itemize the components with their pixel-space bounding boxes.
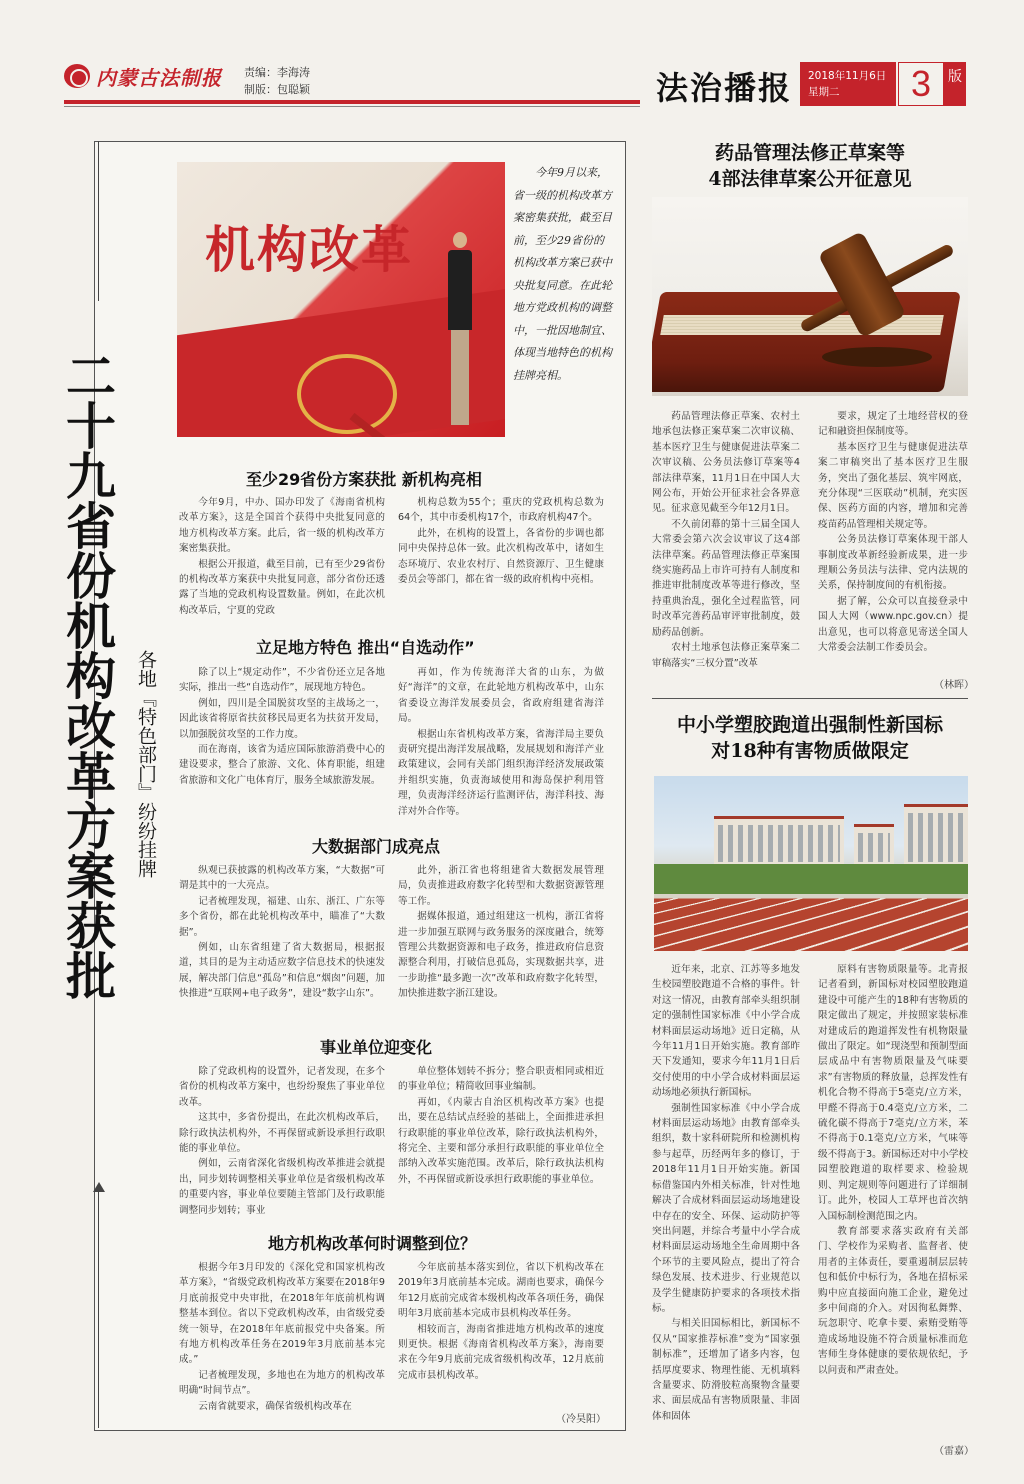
article-column bbox=[818, 409, 968, 656]
paragraph: 机构总数为55个；重庆的党政机构总数为64个，其中市委机构17个，市政府机构47个。 bbox=[398, 497, 604, 524]
gutter-line bbox=[98, 1188, 99, 1428]
gavel-photo bbox=[652, 197, 968, 396]
section-column bbox=[398, 863, 604, 1002]
newspaper-logo bbox=[64, 62, 234, 90]
date-box bbox=[800, 62, 896, 106]
masthead-grey-rule bbox=[64, 106, 640, 107]
photo-title: 机构改革 bbox=[205, 221, 413, 279]
page-suffix: 版 bbox=[944, 62, 966, 106]
paragraph: 云南省就要求，确保省级机构改革在 bbox=[198, 1400, 352, 1412]
paragraph: 除了以上“规定动作”，不少省份还立足各地实际，推出一些“自选动作”，展现地方特色。 bbox=[179, 667, 385, 694]
paragraph: 根据山东省机构改革方案，省海洋局主要负责研究提出海洋发展战略，发展规划和海洋产业政策建议，会同有关部门组织海洋经济发展政策并组织实施，负责海域使用和海岛保护利用管理，负责海洋经济运行监测评估，海洋科技、海洋对外合作等。 bbox=[398, 728, 604, 817]
paragraph: 基本医疗卫生与健康促进法草案二审稿突出了基本医疗卫生服务，突出了强化基层、筑牢网底，充分体现“三医联动”机制，充实医保、医药方面的内容，增加和完善疫苗药品管理相关规定等。 bbox=[818, 441, 968, 530]
article-column bbox=[652, 409, 800, 671]
section-heading: 大数据部门成亮点 bbox=[312, 837, 441, 856]
paragraph: 除了党政机构的设置外，记者发现，在多个省份的机构改革方案中，也纷纷聚焦了事业单位改革。 bbox=[179, 1066, 385, 1108]
plastic-track bbox=[654, 898, 968, 951]
arrow-up-icon bbox=[93, 1182, 105, 1192]
paragraph: 相较而言，海南省推进地方机构改革的速度则更快。根据《海南省机构改革方案》，海南要求在今年9月底前完成省级机构改革，12月底前完成市县机构改革。 bbox=[398, 1323, 604, 1381]
headline-line: 4部法律草案公开征意见 bbox=[708, 168, 912, 190]
paragraph: 据了解，公众可以直接登录中国人大网（www.npc.gov.cn）提出意见，也可以将意见寄送全国人大常委会法制工作委员会。 bbox=[818, 595, 968, 654]
paragraph: 记者梳理发现，福建、山东、浙江、广东等多个省份，都在此轮机构改革中，瞄准了“大数据”。 bbox=[179, 895, 385, 938]
feature-photo bbox=[177, 162, 505, 437]
paragraph: 今年底前基本落实到位，省以下机构改革在2019年3月底前基本完成。湖南也要求，确保今年12月底前完成省本级机构改革各项任务，确保明年3月底前基本完成市县机构改革任务。 bbox=[398, 1262, 604, 1320]
paragraph: 要求，规定了土地经营权的登记和融资担保制度等。 bbox=[818, 411, 968, 438]
paragraph: 单位整体划转不拆分；整合职责相同或相近的事业单位；精简收回事业编制。 bbox=[398, 1066, 604, 1093]
editor-line: 责编：李海涛 bbox=[244, 66, 310, 79]
school-building bbox=[904, 804, 968, 866]
paragraph: 原料有害物质限量等。北青报记者看到，新国标对校园塑胶跑道建设中可能产生的18种有害物质的限定做出了规定，并按照家装标准对建成后的跑道挥发性有机物限量做出了限定。如“现浇型和预制型面层成品中有害物质限量及气味要求”有害物质的释放量，总挥发性有机化合物不得高于5毫克/立方米，甲醛不得高于0.4毫克/立方米，二硫化碳不得高于7毫克/立方米，苯不得高于0.1毫克/立方米，气味等级不得高于3。新国标还对中小学校园塑胶跑道的取样要求、检验规则、判定规则等问题进行了详细制订。此外，校园人工草坪也首次纳入国标制检测范围之内。 bbox=[818, 964, 969, 1222]
divider bbox=[652, 698, 968, 699]
businessman-figure bbox=[443, 232, 477, 427]
byline: （林晖） bbox=[934, 680, 974, 691]
paragraph: 再如，作为传统海洋大省的山东，为做好“海洋”的文章，在此轮地方机构改革中，山东省委设立海洋发展委员会，省政府组建省海洋局。 bbox=[398, 667, 604, 725]
section-column bbox=[179, 495, 385, 618]
feature-subhead: 各地『特色部门』纷纷挂牌 bbox=[135, 650, 157, 878]
section-column bbox=[398, 1260, 604, 1383]
section-heading: 立足地方特色 推出“自选动作” bbox=[256, 638, 475, 657]
paragraph: 不久前闭幕的第十三届全国人大常委会第六次会议审议了这4部法律草案。药品管理法修正草案围绕实施药品上市许可持有人制度和推进审批制度改革等进行修改，坚持重典治乱，强化全过程监管，同时改革完善药品审评审批制度，鼓励药品创新。 bbox=[652, 518, 800, 638]
school-building bbox=[854, 824, 894, 866]
grass-field bbox=[654, 864, 968, 894]
paragraph: 强制性国家标准《中小学合成材料面层运动场地》由教育部牵头组织，数十家科研院所和检测机构参与起草，历经两年多的修订，于2018年11月1日开始实施。新国标借鉴国内外相关标准，针对性地解决了合成材料面层运动场地建设中存在的安全、环保、运动防护等突出问题，并综合考量中小学合成材料面层运动场地全生命周期中各个环节的主要风险点，提出了符合绿色发展、技术进步、行业规范以及学生健康防护要求的各项技术指标。 bbox=[652, 1102, 800, 1314]
paragraph: 纵观已获披露的机构改革方案，“大数据”可谓是其中的一大亮点。 bbox=[179, 865, 385, 892]
paragraph: 近年来，北京、江苏等多地发生校园塑胶跑道不合格的事件。针对这一情况，由教育部牵头组织制定的强制性国家标准《中小学合成材料面层运动场地》近日定稿，从今年11月1日开始实施。教育部昨天下发通知，要求今年11月1日后交付使用的中小学合成材料面层运动场地必须执行新国标。 bbox=[652, 964, 800, 1099]
feature-intro bbox=[513, 162, 613, 387]
section-column bbox=[179, 1064, 385, 1218]
law-book bbox=[652, 292, 961, 392]
article-headline bbox=[652, 140, 968, 192]
logo-text: 内蒙古法制报 bbox=[96, 65, 222, 90]
section-column bbox=[398, 495, 604, 587]
page-number: 3 bbox=[898, 62, 944, 106]
issue-weekday: 星期二 bbox=[808, 86, 840, 98]
paragraph: 据媒体报道，通过组建这一机构，浙江省将进一步加强互联网与政务服务的深度融合，统筹管理公共数据资源和电子政务，推进政府信息资源整合利用，打破信息孤岛，实现数据共享，进一步助推“最多跑一次”改革和政府数字化转型，加快推进数字浙江建设。 bbox=[398, 911, 604, 1000]
section-title: 法治播报 bbox=[656, 69, 793, 107]
logo-emblem-icon bbox=[64, 64, 90, 88]
national-emblem-icon bbox=[297, 354, 397, 434]
paragraph: 药品管理法修正草案、农村土地承包法修正案草案二次审议稿、基本医疗卫生与健康促进法草案二次审议稿、公务员法修订草案等4部法律草案，11月1日在中国人大网公布，开始公开征求社会各界意见。征求意见截至今年12月1日。 bbox=[652, 411, 800, 515]
masthead bbox=[0, 0, 1024, 118]
paragraph: 再如，《内蒙古自治区机构改革方案》也提出，要在总结试点经验的基础上，全面推进承担行政职能的事业单位改革，除行政执法机构外，将完全、主要和部分承担行政职能的事业单位全部纳入改革实施范围。改革后，除行政执法机构外，不再保留或新设承担行政职能的事业单位。 bbox=[398, 1096, 604, 1185]
paragraph: 例如，山东省组建了省大数据局，根据报道，其目的是为主动适应数字信息技术的快速发展，解决部门信息“孤岛”和信息“烟囱”问题，加快推进“互联网+电子政务”，建设“数字山东”。 bbox=[179, 942, 385, 1000]
byline: （冷昊阳） bbox=[556, 1414, 606, 1425]
paragraph: 例如，四川是全国脱贫攻坚的主战场之一，因此该省将原省扶贫移民局更名为扶贫开发局，以加强脱贫攻坚的工作力度。 bbox=[179, 697, 385, 740]
paragraph: 此外，浙江省也将组建省大数据发展管理局，负责推进政府数字化转型和大数据资源管理等工作。 bbox=[398, 865, 604, 907]
gavel-base bbox=[822, 347, 932, 367]
section-column bbox=[398, 665, 604, 819]
masthead-red-rule bbox=[64, 100, 640, 104]
paragraph: 农村土地承包法修正案草案二审稿落实“三权分置”改革 bbox=[652, 642, 800, 669]
byline: （雷嘉） bbox=[934, 1446, 974, 1457]
paragraph: 根据公开报道，截至目前，已有至少29省份的机构改革方案获中央批复同意，部分省份还透露了当地的党政机构设置数量。例如，在此次机构改革后，宁夏的党政 bbox=[179, 558, 385, 616]
headline-line: 中小学塑胶跑道出强制性新国标 bbox=[676, 714, 943, 736]
headline-line: 药品管理法修正草案等 bbox=[714, 142, 905, 164]
paragraph: 此外，在机构的设置上，各省份的步调也都同中央保持总体一致。此次机构改革中，诸如生态环境厅、农业农村厅、自然资源厅、卫生健康委员会等部门，都在省一级的政府机构中亮相。 bbox=[398, 527, 604, 586]
school-building bbox=[714, 816, 844, 866]
section-heading: 至少29省份方案获批 新机构亮相 bbox=[246, 470, 482, 489]
running-track-photo bbox=[654, 776, 968, 951]
paragraph: 今年9月，中办、国办印发了《海南省机构改革方案》，这是全国首个获得中央批复同意的地方机构改革方案。此后，省一级的机构改革方案密集获批。 bbox=[179, 497, 385, 555]
paragraph: 记者梳理发现，多地也在为地方的机构改革明确“时间节点”。 bbox=[179, 1369, 385, 1397]
intro-text: 今年9月以来，省一级的机构改革方案密集获批，截至目前，至少29省份的机构改革方案已获中央批复同意。在此轮地方党政机构的调整中，一批因地制宜、体现当地特色的机构挂牌亮相。 bbox=[513, 166, 612, 382]
issue-date: 2018年11月6日 bbox=[808, 70, 887, 82]
article-column bbox=[652, 962, 800, 1424]
feature-headline: 二十九省份机构改革方案获批 bbox=[58, 350, 117, 1000]
article-column bbox=[818, 962, 968, 1378]
paragraph: 与相关旧国标相比，新国标不仅从“国家推荐标准”变为“国家强制标准”，还增加了诸多内容，包括厚度要求、物理性能、无机填料含量要求、防滑胶粒高聚物含量要求、面层成品有害物质限量、非固体和固体 bbox=[652, 1318, 800, 1422]
article-headline bbox=[652, 712, 968, 764]
headline-line: 对18种有害物质做限定 bbox=[711, 740, 909, 762]
layout-line: 制版：包聪颖 bbox=[244, 83, 310, 96]
gutter-line bbox=[98, 141, 99, 301]
section-column bbox=[179, 1260, 385, 1414]
paragraph: 例如，云南省深化省级机构改革推进会就提出，同步划转调整相关事业单位是省级机构改革的重要内容，事业单位要随主管部门及行政职能调整同步划转；事业 bbox=[179, 1158, 385, 1216]
section-column bbox=[398, 1064, 604, 1187]
section-column bbox=[179, 863, 385, 1002]
section-heading: 事业单位迎变化 bbox=[320, 1038, 433, 1057]
paragraph: 而在海南，该省为适应国际旅游消费中心的建设要求，整合了旅游、文化、体育职能，组建省旅游和文化广电体育厅，服务全域旅游发展。 bbox=[179, 744, 385, 786]
section-column bbox=[179, 665, 385, 788]
paragraph: 这其中，多省份提出，在此次机构改革后，除行政执法机构外，不再保留或新设承担行政职能的事业单位。 bbox=[179, 1112, 385, 1155]
section-heading: 地方机构改革何时调整到位？ bbox=[268, 1234, 477, 1253]
paragraph: 公务员法修订草案体现干部人事制度改革新经验新成果，进一步理顺公务员法与法律、党内法规的关系，保持制度间的有机衔接。 bbox=[818, 534, 968, 592]
paragraph: 教育部要求落实政府有关部门、学校作为采购者、监督者、使用者的主体责任，要重遏制层层转包和低价中标行为，各地在招标采购中应直接面向施工企业，避免过多中间商的介入。对因徇私舞弊、玩忽职守、吃拿卡要、索贿受贿等造成场地设施不符合质量标准而危害师生身体健康的要依规依纪，予以问责和严肃查处。 bbox=[818, 1225, 968, 1376]
editor-credits bbox=[244, 64, 310, 98]
paragraph: 根据今年3月印发的《深化党和国家机构改革方案》，“省级党政机构改革方案要在2018年9月底前报党中央审批，在2018年年底前机构调整基本到位。省以下党政机构改革，由省级党委统一领导，在2018年年底前报党中央备案。所有地方机构改革任务在2019年3月底前基本完成。” bbox=[179, 1262, 385, 1366]
